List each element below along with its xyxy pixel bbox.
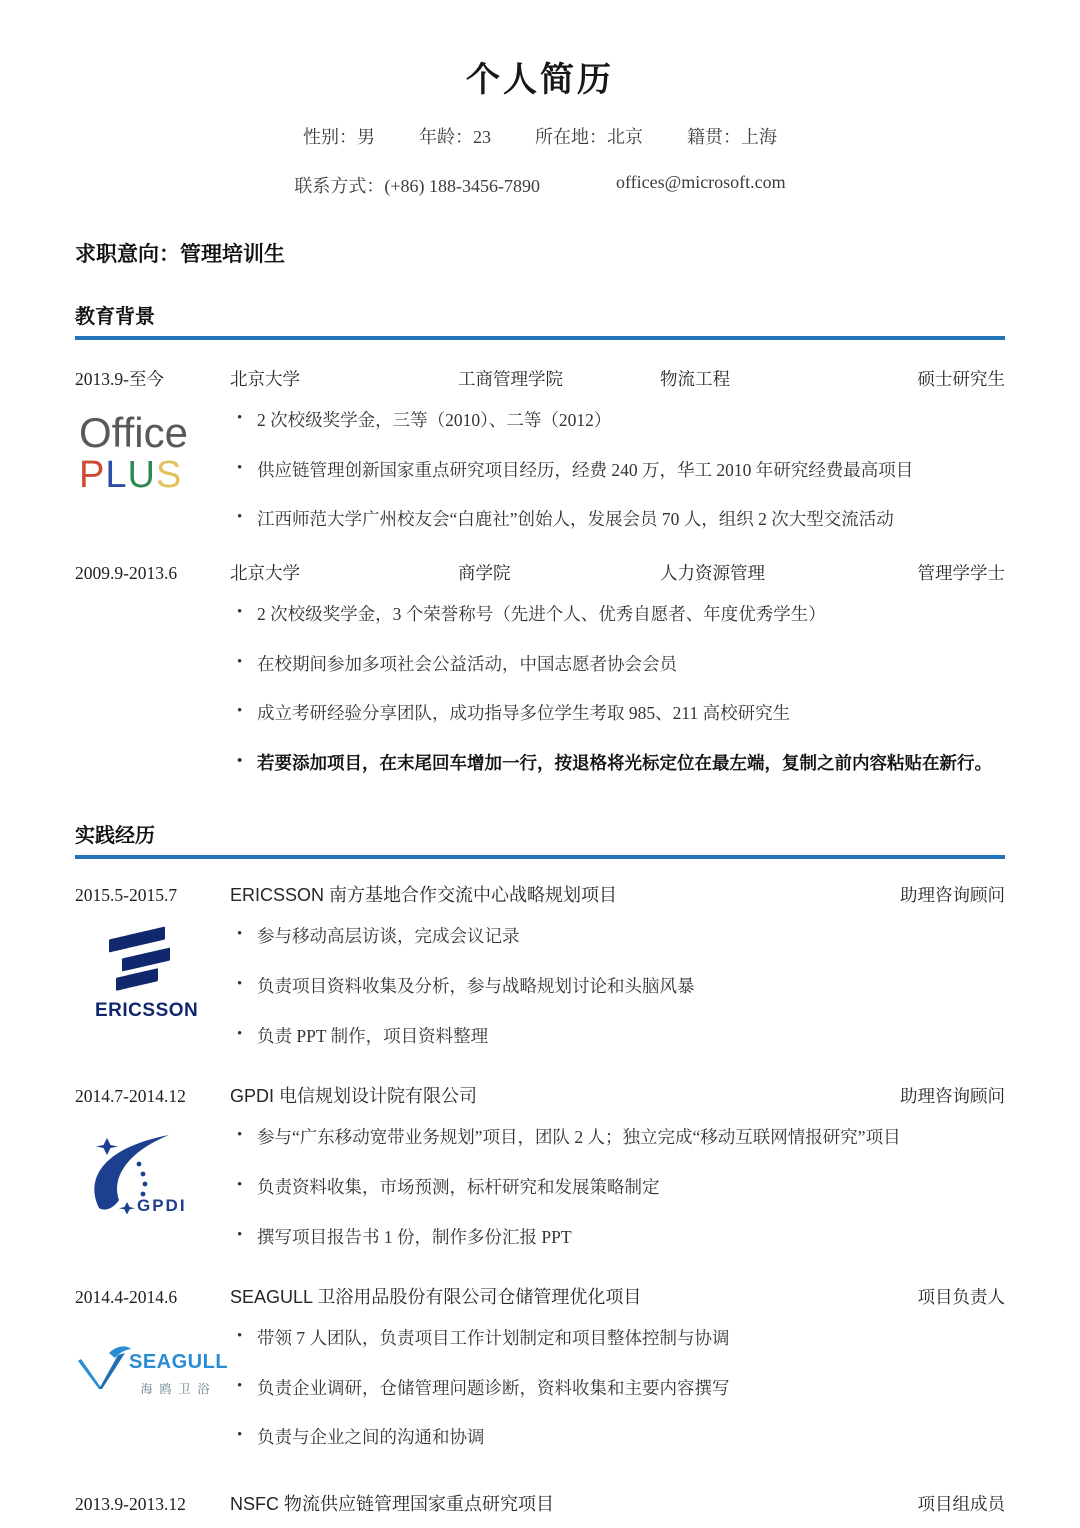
seagull-logo <box>75 1337 230 1397</box>
bullet-item: • 供应链管理创新国家重点研究项目经历，经费 240 万，华工 2010 年研究经费最高项目 <box>230 459 1005 483</box>
officeplus-logo <box>75 411 230 497</box>
job-objective: 求职意向：管理培训生 <box>75 243 285 266</box>
seagull-bird-icon <box>75 1337 133 1395</box>
page-title: 个人简历 <box>466 61 614 99</box>
contact-phone: 联系方式：(+86) 188-3456-7890 <box>294 176 540 196</box>
experience-logo-column <box>75 1126 230 1275</box>
bullet-item: • 成立考研经验分享团队，成功指导多位学生考取 985、211 高校研究生 <box>230 702 1005 726</box>
education-degree: 管理学学士 <box>917 562 1005 583</box>
bullet-item: • 负责 PPT 制作，项目资料整理 <box>230 1025 1005 1049</box>
bullet-item: • 参与移动高层访谈，完成会议记录 <box>230 925 1005 949</box>
experience-section-heading: 实践经历 <box>75 825 155 848</box>
experience-entry-header <box>75 1283 1005 1309</box>
officeplus-letter-s: S <box>155 454 183 497</box>
seagull-logo-text: SEAGULL <box>129 1351 229 1374</box>
bullet-item: • 负责与企业之间的沟通和协调 <box>230 1426 1005 1450</box>
education-college: 商学院 <box>458 562 511 583</box>
contact-info-row <box>75 172 1005 198</box>
bullet-item: • 在校期间参加多项社会公益活动，中国志愿者协会会员 <box>230 653 1005 677</box>
officeplus-letter-p: P <box>79 454 106 497</box>
education-logo-column <box>75 409 230 558</box>
info-location: 所在地：北京 <box>535 127 643 147</box>
education-college: 工商管理学院 <box>458 369 563 389</box>
seagull-logo-texts <box>129 1351 228 1397</box>
experience-role: 助理咨询顾问 <box>900 885 1005 906</box>
experience-period: 2013.9-2013.12 <box>75 1494 186 1514</box>
experience-entry-body <box>75 925 1005 1074</box>
education-logo-column <box>75 603 230 802</box>
experience-title: ERICSSON 南方基地合作交流中心战略规划项目 <box>230 885 618 906</box>
experience-logo-column <box>75 1327 230 1476</box>
education-entry-header <box>75 560 1005 585</box>
bullet-item: • 负责企业调研，仓储管理问题诊断，资料收集和主要内容撰写 <box>230 1377 1005 1401</box>
education-section-divider <box>75 336 1005 340</box>
experience-bullet-list <box>230 1126 1005 1275</box>
education-bullet-list <box>230 409 1005 558</box>
officeplus-logo-plus <box>79 455 230 497</box>
experience-bullet-list <box>230 1327 1005 1476</box>
experience-period: 2014.4-2014.6 <box>75 1287 178 1308</box>
bullet-item: • 负责项目资料收集及分析，参与战略规划讨论和头脑风暴 <box>230 975 1005 999</box>
info-age: 年龄：23 <box>419 127 491 147</box>
ericsson-bars-icon <box>95 933 205 986</box>
experience-entry-body <box>75 1327 1005 1476</box>
experience-title: NSFC 物流供应链管理国家重点研究项目 <box>230 1494 554 1514</box>
experience-section-divider <box>75 855 1005 859</box>
experience-period: 2015.5-2015.7 <box>75 885 178 906</box>
education-entry-body <box>75 409 1005 558</box>
education-period: 2013.9-至今 <box>75 369 164 389</box>
experience-logo-column <box>75 925 230 1074</box>
bullet-item: • 负责资料收集，市场预测，标杆研究和发展策略制定 <box>230 1176 1005 1200</box>
gpdi-logo-text: GPDI <box>137 1196 187 1216</box>
experience-role: 项目组成员 <box>917 1494 1005 1514</box>
info-gender: 性别：男 <box>303 127 375 147</box>
experience-title: SEAGULL 卫浴用品股份有限公司仓储管理优化项目 <box>230 1287 642 1308</box>
experience-entry-body <box>75 1126 1005 1275</box>
experience-title: GPDI 电信规划设计院有限公司 <box>230 1086 478 1107</box>
bullet-item: • 撰写项目报告书 1 份，制作多份汇报 PPT <box>230 1226 1005 1250</box>
officeplus-logo-word: Office <box>79 409 188 456</box>
ericsson-logo <box>75 933 205 1022</box>
bullet-item: • 2 次校级奖学金，3 个荣誉称号（先进个人、优秀自愿者、年度优秀学生） <box>230 603 1005 627</box>
education-bullet-list <box>230 603 1005 802</box>
experience-entry-header <box>75 1490 1005 1516</box>
officeplus-letter-u: U <box>127 454 156 497</box>
gpdi-logo <box>75 1128 225 1228</box>
bullet-item: • 江西师范大学广州校友会“白鹿社”创始人，发展会员 70 人，组织 2 次大型交流活动 <box>230 508 1005 532</box>
education-section-heading: 教育背景 <box>75 306 155 328</box>
bullet-item: • 2 次校级奖学金，三等（2010）、二等（2012） <box>230 409 1005 433</box>
education-major: 物流工程 <box>660 369 730 389</box>
education-school: 北京大学 <box>230 562 300 583</box>
info-hometown: 籍贯：上海 <box>687 127 777 147</box>
bullet-item: • 带领 7 人团队，负责项目工作计划制定和项目整体控制与协调 <box>230 1327 1005 1351</box>
contact-email: offices@microsoft.com <box>615 172 786 192</box>
experience-entry-header <box>75 881 1005 907</box>
experience-entry-header <box>75 1082 1005 1108</box>
experience-role: 项目负责人 <box>917 1287 1005 1308</box>
education-period: 2009.9-2013.6 <box>75 562 178 583</box>
education-major: 人力资源管理 <box>660 562 765 583</box>
experience-role: 助理咨询顾问 <box>900 1086 1005 1107</box>
personal-info-row <box>75 123 1005 149</box>
seagull-logo-subtext: 海鸥卫浴 <box>140 1382 217 1397</box>
experience-period: 2014.7-2014.12 <box>75 1086 186 1107</box>
education-entry-header <box>75 366 1005 391</box>
education-degree: 硕士研究生 <box>917 369 1005 389</box>
experience-bullet-list <box>230 925 1005 1074</box>
education-school: 北京大学 <box>230 369 300 389</box>
officeplus-letter-l: L <box>105 454 128 497</box>
education-entry-body <box>75 603 1005 802</box>
bullet-item: • 参与“广东移动宽带业务规划”项目，团队 2 人；独立完成“移动互联网情报研究”项目 <box>230 1126 1005 1150</box>
template-instruction-note: • 若要添加项目，在末尾回车增加一行，按退格将光标定位在最左端，复制之前内容粘贴在新行。 <box>230 752 1005 776</box>
ericsson-logo-text: ERICSSON <box>95 1000 199 1022</box>
